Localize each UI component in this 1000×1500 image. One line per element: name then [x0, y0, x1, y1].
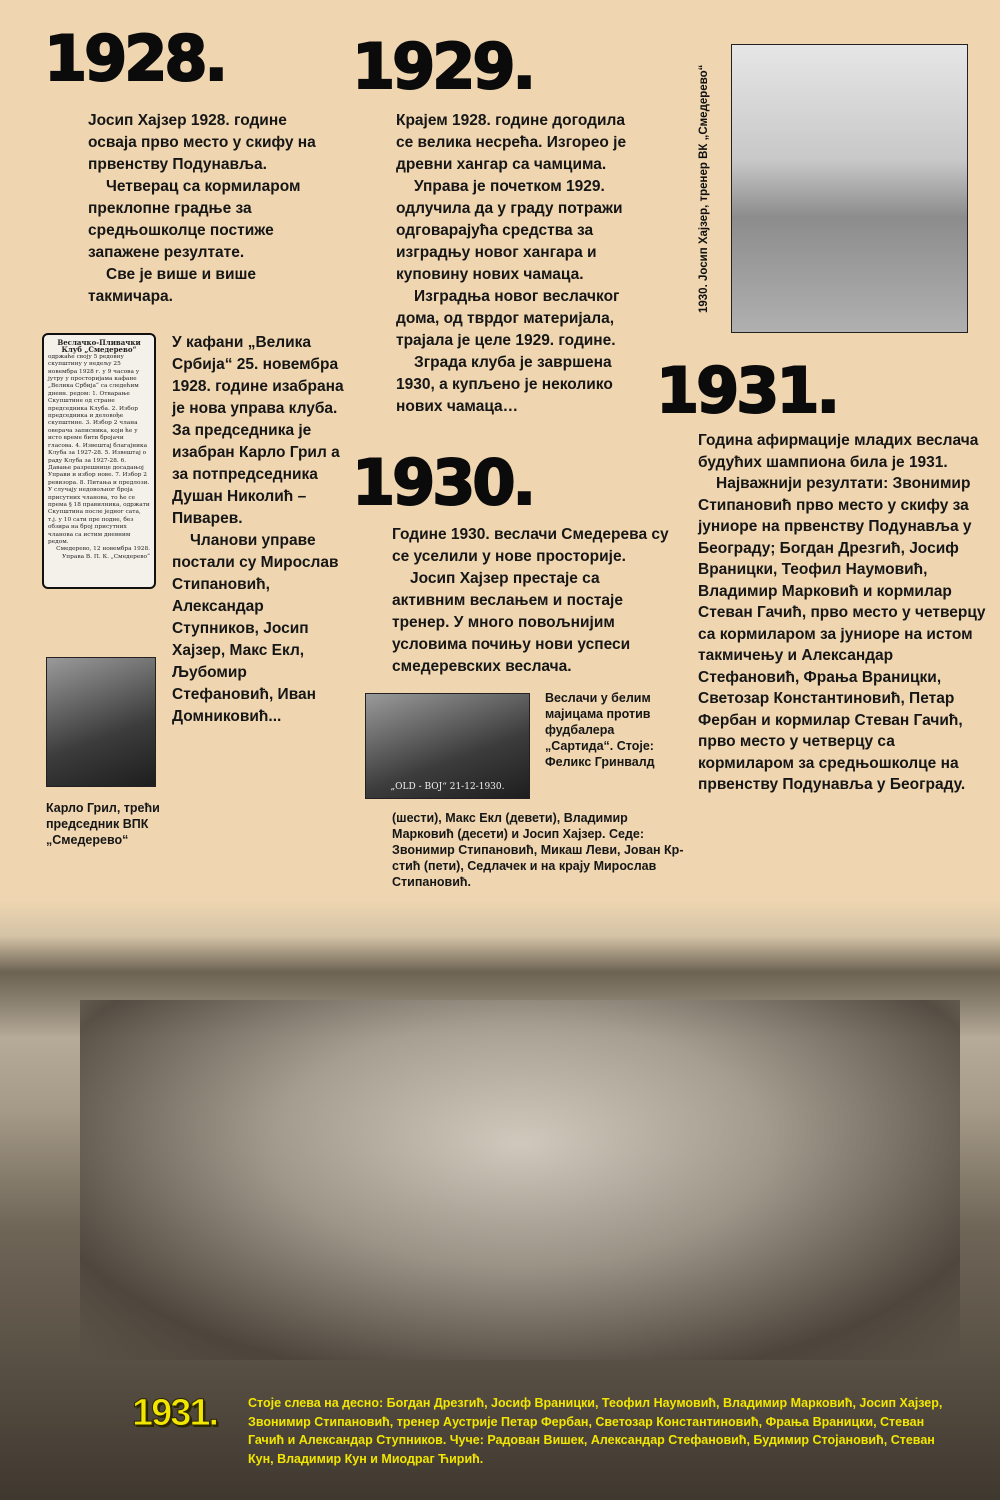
year-heading-1931: 1931. — [656, 354, 838, 427]
caption-gril: Карло Грил, трећи председник ВПК „Смедерево“ — [46, 801, 160, 847]
paragraph: Јосип Хајзер 1928. године осваја прво место у скифу на првенству Подунавља. — [88, 112, 316, 173]
team-figures — [80, 1000, 960, 1360]
paragraph: Чланови управе постали су Мирослав Стипановић, Александар Ступников, Јосип Хајзер, Макс Екл, Љубомир Стефановић, Иван Домниковић... — [172, 532, 339, 725]
paragraph: У кафани „Велика Србија“ 25. новембра 1928. године изабрана је нова управа клуба. За председника је изабран Карло Грил а за потпредседника Душан Николић – Пиварев. — [172, 334, 344, 527]
newspaper-clipping — [42, 333, 156, 589]
team-photo-caption: Стоје слева на десно: Богдан Дрезгић, Јосиф Враницки, Теофил Наумовић, Владимир Марковић, Јосип Хајзер, Звонимир Стипановић, тренер Аустрије Петар Фербан, Светозар Константиновић, Фрања Враницки, Стеван Гачић и Александар Ступников. Чуче: Радован Вишек, Александар Стефановић, Будимир Стојановић, Стеван Кун, Владимир Кун и Миодраг Ћирић. — [248, 1396, 943, 1466]
caption-old-boj-top: Веслачи у белим мајицама против фудбалера „Сартида“. Стоје: Феликс Гринвалд — [545, 691, 655, 769]
paragraph: Управа је почетком 1929. одлучила да у граду потражи одговарајућа средства за изградњу новог хангара и куповину нових чамаца. — [396, 178, 623, 283]
text-1929 — [396, 110, 646, 418]
paragraph: Крајем 1928. године догодила се велика несрећа. Изгорео је древни хангар са чамцима. — [396, 112, 627, 173]
text-1931 — [698, 430, 988, 796]
year-heading-1929: 1929. — [352, 30, 534, 103]
photo-josip-hajzer — [731, 44, 968, 333]
clipping-body: одржаће своју 5 редовну скупштину у недељу 25 новембра 1928 г. у 9 часова у јутру у просторијама кафане „Велика Србија“ са следећим дневн. редом: 1. Отварање Скупштине од стране председника Клуба. 2. Избор председника и деловође скупштине. 3. Избор 2 члана оверача записника, који ће у исто време бити бројачи гласова. 4. Извештај благајника Клуба за 1927-28. 5. Извештај о раду Клуба за 1927-28. 6. Давање разрешнице досадањој Управи и избор нове. 7. Избор 2 ревизора. 8. Питања и предлози. У случају недовољног броја присутних чланова, то ће се према § 18 правилника, одржати Скупштина после једног сата, т.ј. у 10 сати пре подне, без обзира на број присутних чланова са истим дневним редом. — [48, 353, 150, 545]
paragraph: Изградња новог веслачког дома, од тврдог материјала, трајала је целе 1929. године. — [396, 288, 620, 349]
paragraph: Године 1930. веслачи Смедерева су се уселили у нове просторије. — [392, 526, 669, 565]
paragraph: Јосип Хајзер престаје са активним веслањем и постаје тренер. У много повољнијим условима почињу нови успеси смедеревских веслача. — [392, 570, 631, 675]
text-kafana — [172, 332, 344, 728]
year-heading-1930: 1930. — [352, 446, 534, 519]
text-1930 — [392, 524, 672, 678]
text-1928 — [88, 110, 338, 308]
paragraph: Година афирмације младих веслача будућих шампиона била је 1931. — [698, 432, 979, 471]
photo-karlo-gril — [46, 657, 156, 787]
paragraph: Зграда клуба је завршена 1930, а купљено је неколико нових чамаца… — [396, 354, 613, 415]
photo-inscription: „OLD - BOJ“ 21-12-1930. — [390, 782, 505, 792]
year-heading-1928: 1928. — [44, 22, 226, 95]
paragraph: Најважнији резултати: Звонимир Стипановић прво место у скифу за јуниоре на првенству Подунавља у Београду; Богдан Дрезгић, Јосиф Враницки, Теофил Наумовић, Владимир Марковић и кормилар Стеван Гачић, прво место у четверцу са кормиларом за јуниоре на истом такмичењу и Александар Стефановић, Фрања Враницки, Светозар Константиновић, Петар Фербан и кормилар Стеван Гачић, прво место у четверцу са кормиларом за средњошколце на првенству Подунавља у Београду. — [698, 475, 986, 793]
caption-old-boj-bottom: (шести), Макс Екл (девети), Владимир Марковић (десети) и Јосип Хајзер. Седе: Звонимир Стипановић, Микаш Леви, Јован Крстић (пети), Седлачек и на крају Мирослав Стипановић. — [392, 811, 684, 889]
photo-old-boj — [365, 693, 530, 799]
paragraph: Све је више и више такмичара. — [88, 266, 257, 305]
caption-year-1931: 1931. — [132, 1392, 218, 1434]
clipping-title: Веслачко-Пливачки Клуб „Смедерево“ — [57, 338, 141, 355]
paragraph: Четверац са кормиларом преклопне градње за средњошколце постиже запажене резултате. — [88, 178, 301, 261]
caption-hajzer: 1930. Јосип Хајзер, тренер ВК „Смедерево“ — [698, 64, 710, 314]
clipping-footer: Смедерево, 12 новембра 1928. Управа В. П. К. „Смедерево“ — [56, 546, 150, 560]
